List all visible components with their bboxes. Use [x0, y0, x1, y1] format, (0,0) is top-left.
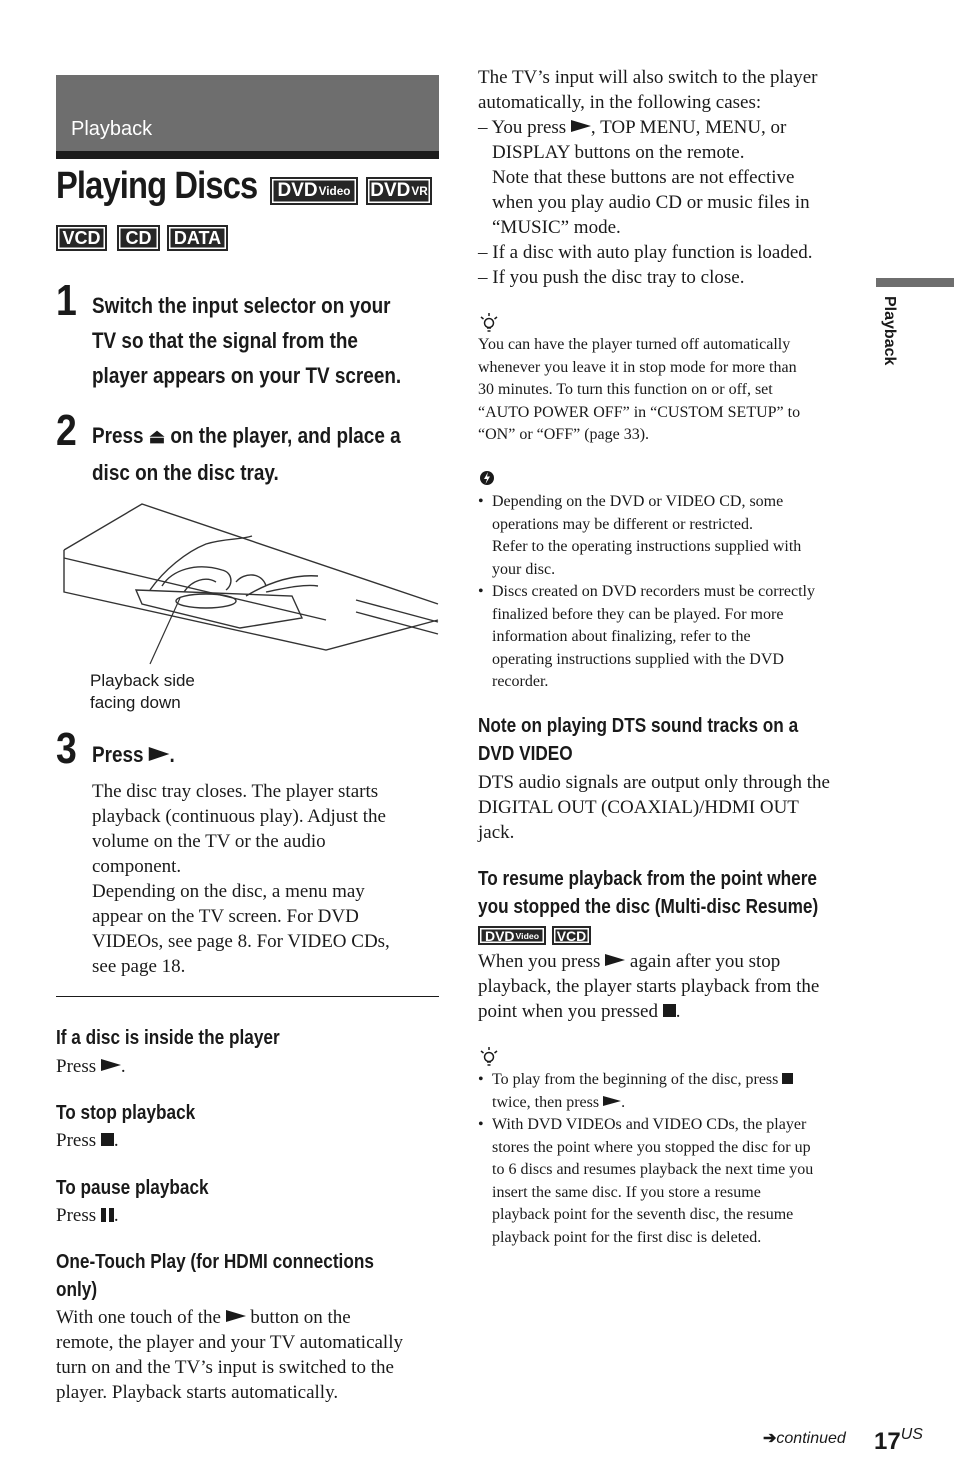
- dts-body: DTS audio signals are output only through the DIGITAL OUT (COAXIAL)/HDMI OUT jack.: [478, 772, 830, 843]
- inside-player-heading: If a disc is inside the player: [56, 1027, 280, 1049]
- one-touch-body: With one touch of the button on the remote, the player and your TV automatically turn on and the TV’s input is switched to the player. Playback starts automatically.: [56, 1307, 403, 1403]
- stop-icon: [663, 1004, 676, 1017]
- side-tab-label: Playback: [881, 296, 898, 366]
- play-icon: [605, 954, 625, 966]
- dvd-vr-badge: DVD VR: [366, 177, 432, 205]
- page-number: 17US: [874, 1426, 923, 1455]
- resume-body: When you press again after you stop playback, the player starts playback from the point when you pressed .: [478, 951, 820, 1022]
- inside-player-text: Press .: [56, 1056, 126, 1077]
- note-icon: [479, 470, 495, 486]
- cd-badge: CD: [117, 225, 160, 251]
- notes-list: [478, 491, 868, 694]
- step-number: 3: [56, 724, 77, 773]
- vcd-badge: VCD: [552, 926, 591, 945]
- step-1-text: Switch the input selector on your TV so that the signal from the player appears on your TV screen.: [92, 293, 402, 388]
- eject-icon: ⏏: [148, 426, 166, 448]
- play-icon: [226, 1310, 246, 1322]
- pause-playback-heading: To pause playback: [56, 1177, 209, 1199]
- resume-heading: To resume playback from the point where you stopped the disc (Multi-disc Resume): [478, 868, 819, 918]
- pause-icon: [101, 1208, 114, 1222]
- resume-tips: [478, 1069, 868, 1249]
- section-label: Playback: [71, 118, 153, 140]
- section-rule: [56, 996, 439, 997]
- stop-playback-text: Press .: [56, 1130, 119, 1151]
- play-icon: [101, 1059, 121, 1071]
- side-tab-bar: [876, 278, 954, 287]
- play-icon: [571, 120, 591, 132]
- dvd-video-badge: DVD Video: [270, 177, 358, 205]
- tv-input-intro: The TV’s input will also switch to the player automatically, in the following cases: – You press , TOP MENU, MENU, or DISPLAY buttons on the remote. Note that these buttons are not effective when you play audio CD or music files in “MUSIC” mode. – If a disc with auto play function is loaded. – If you push the disc tray to close.: [478, 67, 818, 288]
- step-2-text: Press ⏏ on the player, and place a disc on the disc tray.: [92, 423, 401, 485]
- continued-note: ➔continued: [763, 1430, 846, 1447]
- one-touch-heading: One-Touch Play (for HDMI connections only): [56, 1251, 374, 1301]
- list-item: • With DVD VIDEOs and VIDEO CDs, the player stores the point where you stopped the disc for up to 6 discs and resumes playback the next time you insert the same disc. If you store a resume playback point for the seventh disc, the resume playback point for the first disc is deleted.: [478, 1116, 814, 1246]
- step-number: 1: [56, 276, 77, 325]
- list-item: • Depending on the DVD or VIDEO CD, some operations may be different or restricted. Refer to the operating instructions supplied with your disc.: [478, 493, 802, 578]
- hint-icon: [479, 312, 499, 334]
- stop-icon: [782, 1073, 793, 1084]
- vcd-badge: VCD: [56, 225, 107, 251]
- arrow-right-icon: ➔: [763, 1430, 777, 1447]
- dvd-video-badge: DVD Video: [478, 926, 546, 945]
- list-item: • To play from the beginning of the disc, press twice, then press .: [478, 1069, 868, 1114]
- play-icon: [149, 747, 170, 761]
- data-badge: DATA: [167, 225, 228, 251]
- stop-icon: [101, 1133, 114, 1146]
- stop-playback-heading: To stop playback: [56, 1102, 196, 1124]
- tip-auto-power: You can have the player turned off automatically whenever you leave it in stop mode for more than 30 minutes. To turn this function on or off, set “AUTO POWER OFF” in “CUSTOM SETUP” to “ON” or “OFF” (page 33).: [478, 336, 801, 443]
- dts-heading: Note on playing DTS sound tracks on a DVD VIDEO: [478, 715, 799, 765]
- section-divider: [56, 151, 439, 159]
- list-item: • Discs created on DVD recorders must be correctly finalized before they can be played. For more information about finalizing, refer to the operating instructions supplied with the DVD recorder.: [478, 583, 815, 690]
- step-3-text: Press .: [92, 742, 175, 767]
- step-3-body: The disc tray closes. The player starts playback (continuous play). Adjust the volume on the TV or the audio component. Depending on the disc, a menu may appear on the TV screen. For DVD VIDEOs, see page 8. For VIDEO CDs, see page 18.: [92, 781, 390, 977]
- play-icon: [603, 1096, 621, 1106]
- hint-icon: [479, 1046, 499, 1068]
- illustration-caption: Playback side facing down: [90, 671, 195, 712]
- page-title: Playing Discs: [56, 165, 258, 207]
- step-number: 2: [56, 406, 77, 455]
- disc-tray-illustration: [56, 500, 440, 670]
- pause-playback-text: Press .: [56, 1205, 119, 1226]
